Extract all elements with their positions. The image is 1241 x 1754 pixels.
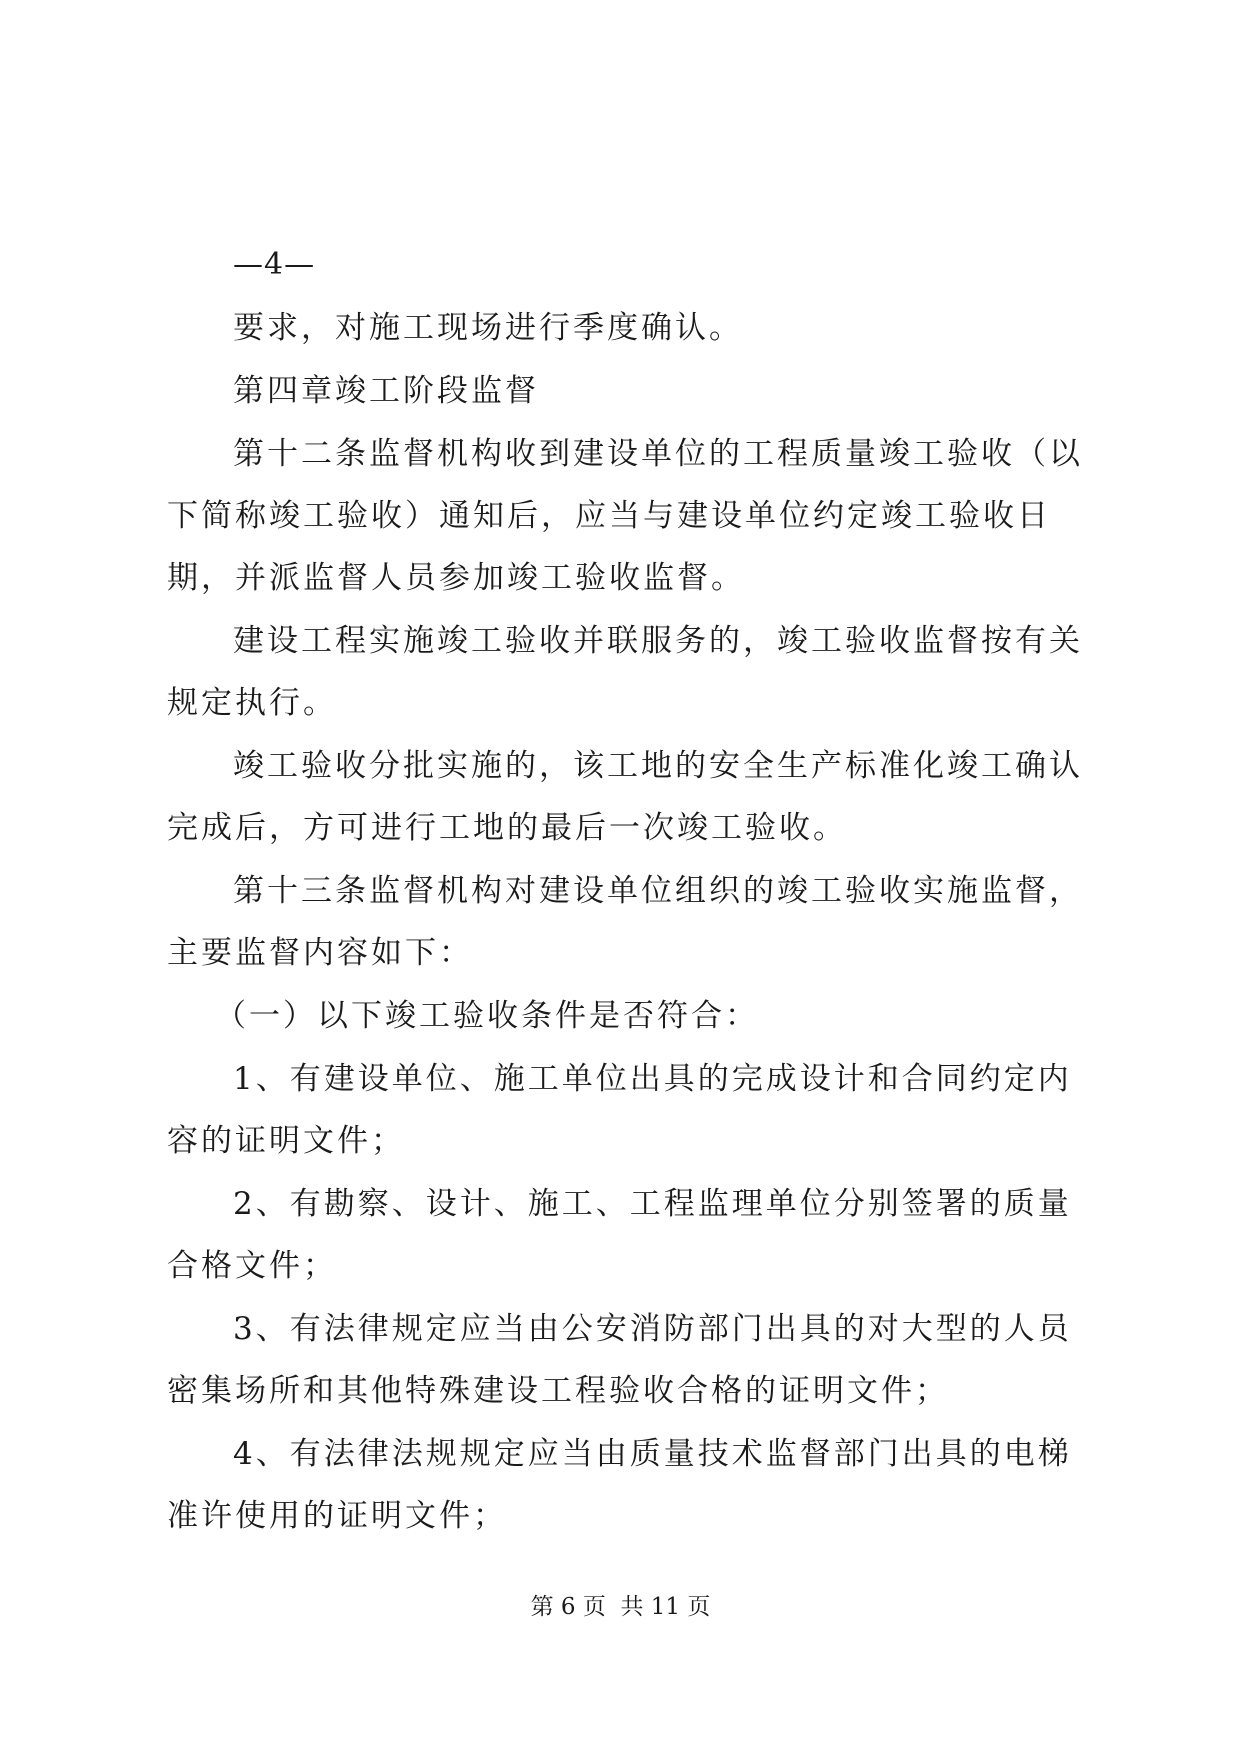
chapter-heading: 第四章竣工阶段监督 (233, 373, 539, 409)
list-item-2: 2、有勘察、设计、施工、工程监理单位分别签署的质量合格文件； (167, 1186, 1072, 1284)
list-item-1: 1、有建设单位、施工单位出具的完成设计和合同约定内容的证明文件； (167, 1061, 1072, 1159)
page-marker: —4— (233, 247, 316, 282)
paragraph-batch-acceptance: 竣工验收分批实施的，该工地的安全生产标准化竣工确认完成后，方可进行工地的最后一次竣工验收。 (167, 748, 1083, 846)
paragraph-parallel-service: 建设工程实施竣工验收并联服务的，竣工验收监督按有关规定执行。 (167, 623, 1083, 721)
list-item-4: 4、有法律法规规定应当由质量技术监督部门出具的电梯准许使用的证明文件； (167, 1436, 1072, 1534)
condition-heading: （一）以下竣工验收条件是否符合： (215, 998, 759, 1034)
article-13: 第十三条监督机构对建设单位组织的竣工验收实施监督，主要监督内容如下： (167, 873, 1083, 971)
article-12: 第十二条监督机构收到建设单位的工程质量竣工验收（以下简称竣工验收）通知后，应当与建设单位约定竣工验收日期，并派监督人员参加竣工验收监督。 (167, 436, 1083, 596)
document-body (167, 235, 1087, 1548)
list-item-3: 3、有法律规定应当由公安消防部门出具的对大型的人员密集场所和其他特殊建设工程验收合格的证明文件； (167, 1311, 1072, 1409)
paragraph-1: 要求，对施工现场进行季度确认。 (233, 310, 743, 346)
page-number-footer: 第 6 页 共 11 页 (530, 1594, 711, 1620)
marker-spacer (167, 235, 1087, 297)
